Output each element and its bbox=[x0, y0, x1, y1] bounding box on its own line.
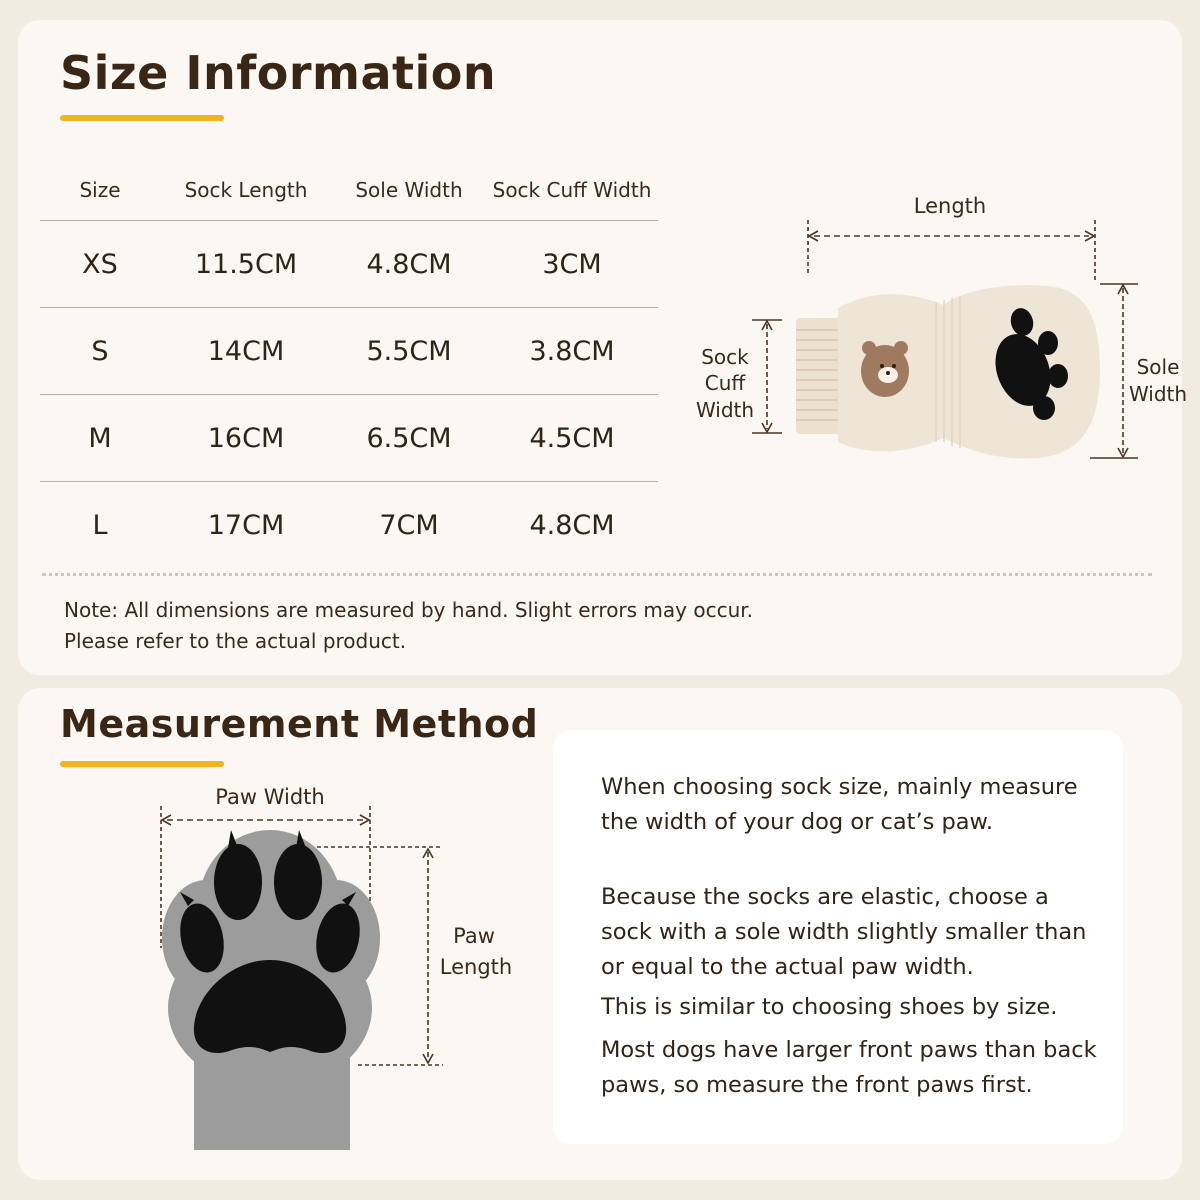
column-header-cuff-width: Sock Cuff Width bbox=[492, 178, 652, 202]
cell-size: L bbox=[92, 509, 108, 541]
measurement-method-title: Measurement Method bbox=[60, 702, 539, 746]
note-line-1: Note: All dimensions are measured by hand. Slight errors may occur. bbox=[64, 598, 754, 622]
cell-cuff-width: 3.8CM bbox=[529, 335, 615, 367]
cell-sole-width: 5.5CM bbox=[366, 335, 452, 367]
cell-size: XS bbox=[82, 248, 118, 280]
table-row bbox=[40, 395, 658, 482]
sock-illustration bbox=[796, 285, 1100, 458]
title-accent-underline bbox=[60, 761, 224, 767]
note-line-2: Please refer to the actual product. bbox=[64, 629, 407, 653]
table-header bbox=[40, 160, 658, 221]
cell-sock-length: 14CM bbox=[207, 335, 285, 367]
dotted-divider bbox=[42, 573, 1152, 576]
sock-cuff-label-line2: Cuff bbox=[704, 371, 746, 395]
cell-sock-length: 11.5CM bbox=[194, 248, 298, 280]
dog-paw-icon bbox=[162, 830, 380, 1150]
size-information-title: Size Information bbox=[60, 46, 497, 100]
instruction-paragraph: This is similar to choosing shoes by size. bbox=[601, 994, 1058, 1020]
cell-size: S bbox=[91, 335, 109, 367]
table-row bbox=[40, 482, 658, 568]
sole-width-label-line1: Sole bbox=[1136, 355, 1180, 379]
size-information-panel bbox=[18, 20, 1188, 675]
paw-width-label: Paw Width bbox=[215, 785, 325, 809]
instruction-paragraph: Because the socks are elastic, choose a sock with a sole width slightly smaller than or equal to the actual paw width. bbox=[601, 884, 1087, 980]
cell-sock-length: 16CM bbox=[207, 422, 285, 454]
paw-measurement-diagram bbox=[158, 778, 513, 1158]
size-table bbox=[40, 160, 658, 568]
sock-measurement-diagram bbox=[668, 180, 1188, 470]
instruction-paragraph: Most dogs have larger front paws than back paws, so measure the front paws first. bbox=[601, 1037, 1097, 1098]
table-row bbox=[40, 308, 658, 395]
cell-cuff-width: 4.5CM bbox=[529, 422, 615, 454]
cell-cuff-width: 4.8CM bbox=[529, 509, 615, 541]
bear-face-icon bbox=[861, 341, 909, 397]
table-row bbox=[40, 221, 658, 308]
sock-cuff-label-line3: Width bbox=[695, 398, 755, 422]
cell-sole-width: 4.8CM bbox=[366, 248, 452, 280]
cell-sock-length: 17CM bbox=[207, 509, 285, 541]
cell-sole-width: 6.5CM bbox=[366, 422, 452, 454]
length-label: Length bbox=[913, 194, 987, 218]
sole-width-label-line2: Width bbox=[1128, 382, 1188, 406]
sock-cuff-label-line1: Sock bbox=[701, 345, 749, 369]
paw-length-label-line2: Length bbox=[439, 955, 513, 979]
measurement-instructions-box bbox=[553, 730, 1123, 1144]
cell-size: M bbox=[88, 422, 112, 454]
column-header-sock-length: Sock Length bbox=[184, 178, 308, 202]
title-accent-underline bbox=[60, 115, 224, 121]
instruction-paragraph: When choosing sock size, mainly measure the width of your dog or cat’s paw. bbox=[601, 774, 1078, 835]
column-header-sole-width: Sole Width bbox=[355, 178, 463, 202]
cell-cuff-width: 3CM bbox=[542, 248, 602, 280]
paw-length-label-line1: Paw bbox=[453, 924, 495, 948]
cell-sole-width: 7CM bbox=[379, 509, 439, 541]
column-header-size: Size bbox=[79, 178, 121, 202]
measurement-method-panel bbox=[18, 688, 1182, 1180]
